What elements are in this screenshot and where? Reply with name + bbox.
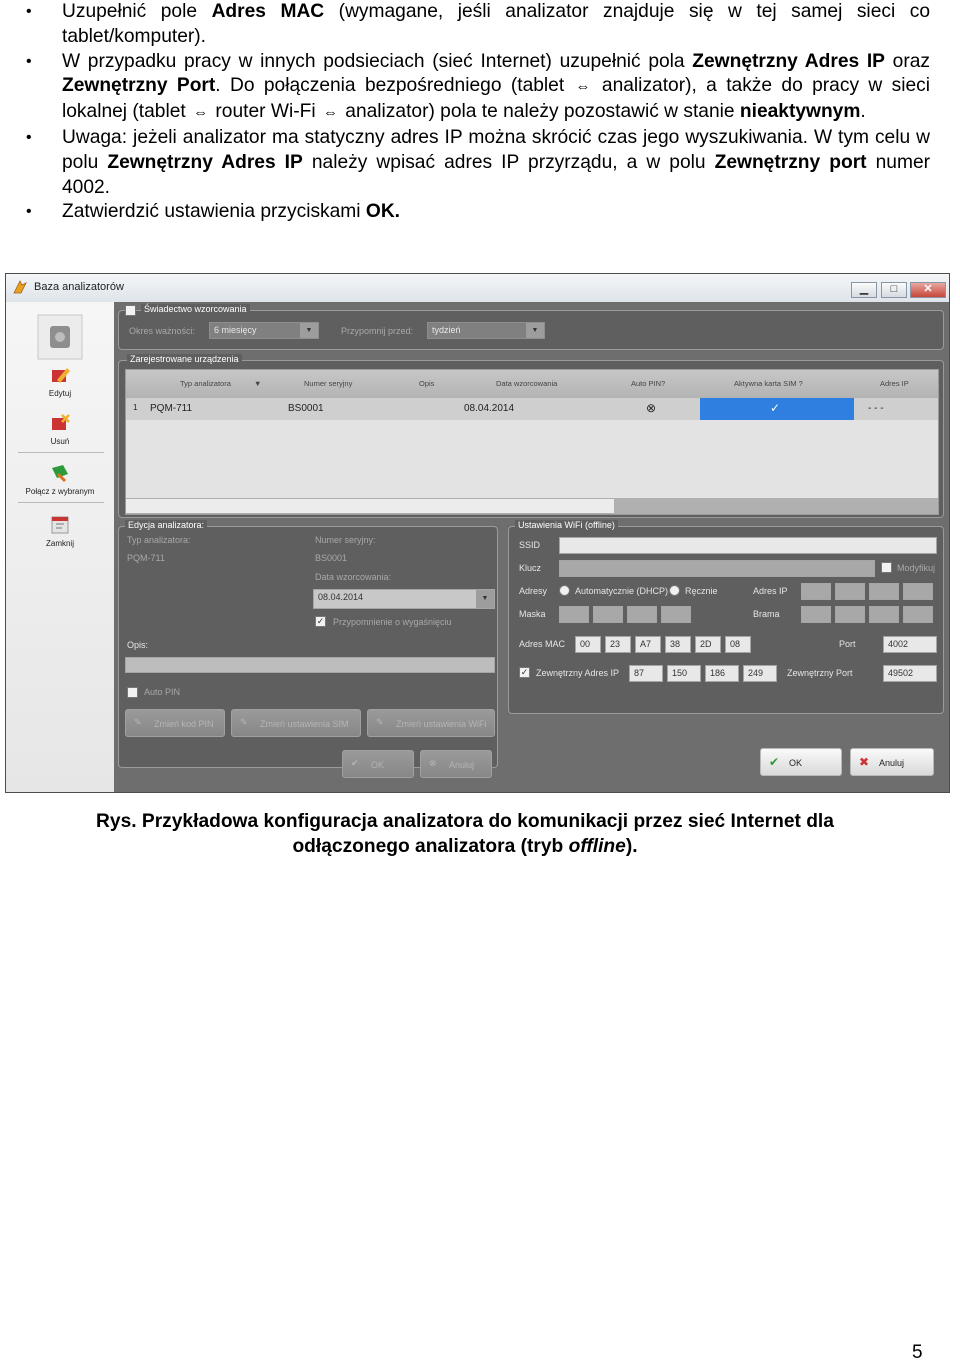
key-label: Klucz xyxy=(519,563,542,573)
ip-label: Adres IP xyxy=(753,586,788,596)
chevron-down-icon: ▼ xyxy=(476,590,494,608)
calibration-date-value: 08.04.2014 xyxy=(318,592,364,602)
remind-combo[interactable] xyxy=(427,322,545,339)
text-span: . Do połączenia bezpośredniego (tablet xyxy=(215,75,574,97)
external-ip-octet-1[interactable]: 87 xyxy=(629,665,663,682)
close-button[interactable]: ✕ xyxy=(910,282,946,298)
connect-icon xyxy=(49,462,71,484)
remind-label: Przypomnij przed: xyxy=(341,326,414,336)
gateway-label: Brama xyxy=(753,609,780,619)
external-ip-octet-2[interactable]: 150 xyxy=(667,665,701,682)
validity-label: Okres ważności: xyxy=(129,326,196,336)
table-row[interactable] xyxy=(126,398,938,420)
external-ip-octet-3[interactable]: 186 xyxy=(705,665,739,682)
sidebar-label-edit: Edytuj xyxy=(48,389,72,398)
analyzer-database-window xyxy=(5,273,950,793)
column-header-description[interactable]: Opis xyxy=(419,379,435,388)
column-header-ip[interactable]: Adres IP xyxy=(880,379,909,388)
bullet-item xyxy=(20,126,930,200)
addresses-label: Adresy xyxy=(519,586,548,596)
cell-type: PQM-711 xyxy=(150,403,193,414)
caption-text-b: ). xyxy=(625,835,638,857)
auto-pin-label: Auto PIN xyxy=(144,687,181,697)
remind-expiry-label: Przypomnienie o wygaśnięciu xyxy=(333,617,452,627)
cancel-icon: ⊗ xyxy=(429,758,437,768)
text-span: router Wi-Fi xyxy=(210,101,321,123)
serial-label: Numer seryjny: xyxy=(315,535,376,545)
mask-label: Maska xyxy=(519,609,546,619)
bold-text: nieaktywnym xyxy=(739,101,861,123)
page-number: 5 xyxy=(912,1342,923,1363)
text-span: należy wpisać adres IP przyrządu, a w polu xyxy=(302,151,715,173)
sidebar-divider xyxy=(18,452,104,453)
certificate-checkbox[interactable] xyxy=(125,305,136,316)
remind-expiry-checkbox[interactable]: ✓ xyxy=(316,616,325,626)
table-header xyxy=(126,370,938,398)
close-app-icon xyxy=(49,514,71,536)
edit-cancel-label: Anuluj xyxy=(449,760,475,770)
edit-ok-label: OK xyxy=(371,760,385,770)
check-icon: ✔ xyxy=(351,758,359,768)
calibration-date-picker[interactable] xyxy=(313,589,495,609)
bullet-icon: • xyxy=(26,3,32,20)
calibration-label: Data wzorcowania: xyxy=(315,572,392,582)
gateway-octet-2[interactable] xyxy=(835,606,865,623)
mac-byte-1[interactable]: 00 xyxy=(575,636,601,653)
instruction-list xyxy=(20,0,930,225)
registered-devices-panel xyxy=(118,354,944,518)
pencil-icon: ✎ xyxy=(376,717,384,727)
window-title: Baza analizatorów xyxy=(34,281,124,293)
bold-text: Zewnętrzny Adres IP xyxy=(107,151,303,173)
cancel-label: Anuluj xyxy=(879,758,905,768)
text-span: Zatwierdzić ustawienia przyciskami xyxy=(62,201,366,223)
certificate-panel xyxy=(118,304,944,350)
text-span: . xyxy=(860,101,866,123)
validity-combo[interactable] xyxy=(209,322,319,339)
ip-octet-2[interactable] xyxy=(835,583,865,600)
mac-label: Adres MAC xyxy=(519,639,566,649)
devices-table xyxy=(125,369,939,515)
certificate-title: Świadectwo wzorcowania xyxy=(141,304,250,314)
scrollbar-thumb[interactable] xyxy=(126,499,614,513)
sidebar-item-delete[interactable] xyxy=(10,412,110,446)
type-value: PQM-711 xyxy=(127,553,165,563)
change-pin-label: Zmień kod PIN xyxy=(154,719,214,729)
gateway-octet-1[interactable] xyxy=(801,606,831,623)
ip-octet-1[interactable] xyxy=(801,583,831,600)
bullet-item xyxy=(20,0,930,50)
bullet-icon: • xyxy=(26,203,32,221)
external-port-input[interactable]: 49502 xyxy=(883,665,937,682)
ip-octet-3[interactable] xyxy=(869,583,899,600)
key-input[interactable] xyxy=(559,560,875,577)
pencil-icon: ✎ xyxy=(240,717,248,727)
dhcp-radio[interactable] xyxy=(559,585,570,596)
text-span: W przypadku pracy w innych podsieciach (sieć Internet) uzupełnić pola xyxy=(62,50,693,72)
app-logo-icon xyxy=(12,279,28,295)
column-header-calibration-date[interactable]: Data wzorcowania xyxy=(496,379,558,388)
sidebar-item-connect[interactable] xyxy=(10,462,110,496)
dhcp-label: Automatycznie (DHCP) xyxy=(575,586,669,596)
text-span: Uwaga: jeżeli analizator ma statyczny adres IP można skrócić czas jego wyszukiwania. W tym celu w polu xyxy=(62,126,930,173)
column-header-serial[interactable]: Numer seryjny xyxy=(304,379,353,388)
column-header-auto-pin[interactable]: Auto PIN? xyxy=(631,379,666,388)
caption-emphasis: offline xyxy=(568,835,626,857)
bullet-icon: • xyxy=(26,52,32,70)
mac-byte-2[interactable]: 23 xyxy=(605,636,631,653)
registered-title: Zarejestrowane urządzenia xyxy=(127,354,242,364)
external-ip-label: Zewnętrzny Adres IP xyxy=(536,668,620,678)
column-header-sim[interactable]: Aktywna karta SIM ? xyxy=(734,379,803,388)
text-span: Uzupełnić pole xyxy=(62,1,212,22)
sidebar-item-analyzer xyxy=(10,314,110,363)
description-label: Opis: xyxy=(127,640,149,650)
double-arrow-icon: ⇔ xyxy=(193,104,209,122)
caption-text-a: odłączonego analizatora (tryb xyxy=(292,835,569,857)
sidebar-label-close: Zamknij xyxy=(45,539,74,548)
mask-octet-4[interactable] xyxy=(661,606,691,623)
text-span: analizator), a także do pracy w sieci lokalnej (tablet xyxy=(62,75,930,123)
double-arrow-icon: ⇔ xyxy=(575,78,591,96)
sidebar xyxy=(6,302,115,792)
change-wifi-label: Zmień ustawienia WiFi xyxy=(396,719,487,729)
edit-analyzer-panel xyxy=(118,520,498,768)
serial-value: BS0001 xyxy=(315,553,348,563)
sidebar-label-delete: Usuń xyxy=(50,437,70,446)
bold-text: Zewnętrzny port xyxy=(714,151,867,173)
external-ip-octet-4[interactable]: 249 xyxy=(743,665,777,682)
bold-text: Zewnętrzny Port xyxy=(62,75,216,97)
bold-text: Zewnętrzny Adres IP xyxy=(692,50,885,72)
chevron-down-icon: ▼ xyxy=(526,323,544,338)
gateway-octet-3[interactable] xyxy=(869,606,899,623)
sidebar-item-edit[interactable] xyxy=(10,364,110,398)
bullet-item xyxy=(20,50,930,126)
change-wifi-button[interactable] xyxy=(367,709,495,737)
remind-value: tydzień xyxy=(432,325,461,335)
horizontal-scrollbar[interactable] xyxy=(126,498,938,514)
port-input[interactable]: 4002 xyxy=(883,636,937,653)
port-label: Port xyxy=(839,639,856,649)
mask-octet-2[interactable] xyxy=(593,606,623,623)
ssid-label: SSID xyxy=(519,540,541,550)
bold-text: OK. xyxy=(365,201,401,223)
bullet-item xyxy=(20,200,930,225)
ok-button[interactable] xyxy=(760,748,842,776)
change-pin-button[interactable] xyxy=(125,709,225,737)
bullet-icon: • xyxy=(26,128,32,146)
text-span: analizator) pola te należy pozostawić w stanie xyxy=(339,101,740,123)
caption-line-2 xyxy=(0,835,930,860)
modify-label: Modyfikuj xyxy=(897,563,936,573)
sidebar-item-close[interactable] xyxy=(10,514,110,548)
check-icon: ✔ xyxy=(769,755,780,769)
text-span: oraz xyxy=(884,50,930,72)
row-index: 1 xyxy=(133,403,138,412)
bold-text: Adres MAC xyxy=(211,1,325,22)
main-area xyxy=(114,302,949,792)
wifi-panel-title: Ustawienia WiFi (offline) xyxy=(515,520,618,530)
edit-icon xyxy=(49,364,71,386)
key-icon: ✎ xyxy=(134,717,142,727)
maximize-button[interactable]: □ xyxy=(881,282,907,298)
title-bar xyxy=(6,274,949,303)
auto-pin-checkbox[interactable] xyxy=(127,687,138,698)
type-label: Typ analizatora: xyxy=(127,535,191,545)
cancel-button[interactable] xyxy=(850,748,934,776)
ok-label: OK xyxy=(789,758,803,768)
figure-caption xyxy=(0,810,930,860)
edit-ok-button[interactable] xyxy=(342,750,414,778)
column-header-type[interactable]: Typ analizatora xyxy=(180,379,231,388)
mac-byte-4[interactable]: 38 xyxy=(665,636,691,653)
edit-panel-title: Edycja analizatora: xyxy=(125,520,207,530)
chevron-down-icon: ▼ xyxy=(300,323,318,338)
gateway-octet-4[interactable] xyxy=(903,606,933,623)
double-arrow-icon: ⇔ xyxy=(322,104,338,122)
change-sim-button[interactable] xyxy=(231,709,361,737)
manual-label: Ręcznie xyxy=(685,586,718,596)
caption-line-1: Rys. Przykładowa konfiguracja analizatora do komunikacji przez sieć Internet dla xyxy=(96,811,834,832)
sidebar-label-connect: Połącz z wybranym xyxy=(25,487,95,496)
sim-active-icon: ✓ xyxy=(770,401,781,415)
sidebar-divider xyxy=(18,502,104,503)
analyzer-icon xyxy=(37,314,83,360)
mac-byte-6[interactable]: 08 xyxy=(725,636,751,653)
manual-radio[interactable] xyxy=(669,585,680,596)
mac-byte-5[interactable]: 2D xyxy=(695,636,721,653)
minimize-button[interactable]: ▁ xyxy=(851,282,877,298)
edit-cancel-button[interactable] xyxy=(420,750,492,778)
ip-octet-4[interactable] xyxy=(903,583,933,600)
text-span: (wymagane, jeśli analizator znajduje się w tej samej sieci co tablet/komputer). xyxy=(62,1,930,47)
wifi-settings-panel xyxy=(508,520,944,714)
cell-calibration-date: 08.04.2014 xyxy=(464,403,515,414)
delete-icon xyxy=(49,412,71,434)
mask-octet-3[interactable] xyxy=(627,606,657,623)
chevron-down-icon: ▼ xyxy=(254,379,262,388)
cancel-icon: ✖ xyxy=(859,755,870,769)
external-ip-checkbox[interactable]: ✓ xyxy=(520,667,529,677)
cell-serial: BS0001 xyxy=(288,403,324,414)
validity-value: 6 miesięcy xyxy=(214,325,257,335)
auto-pin-icon: ⊗ xyxy=(646,401,657,415)
modify-checkbox[interactable] xyxy=(881,562,892,573)
external-port-label: Zewnętrzny Port xyxy=(787,668,853,678)
mac-byte-3[interactable]: A7 xyxy=(635,636,661,653)
description-input[interactable] xyxy=(125,657,495,673)
selected-cell[interactable] xyxy=(700,398,854,420)
text-span: numer 4002. xyxy=(62,151,931,198)
change-sim-label: Zmień ustawienia SIM xyxy=(260,719,349,729)
cell-ip: - - - xyxy=(868,403,884,414)
ssid-input[interactable] xyxy=(559,537,937,554)
mask-octet-1[interactable] xyxy=(559,606,589,623)
